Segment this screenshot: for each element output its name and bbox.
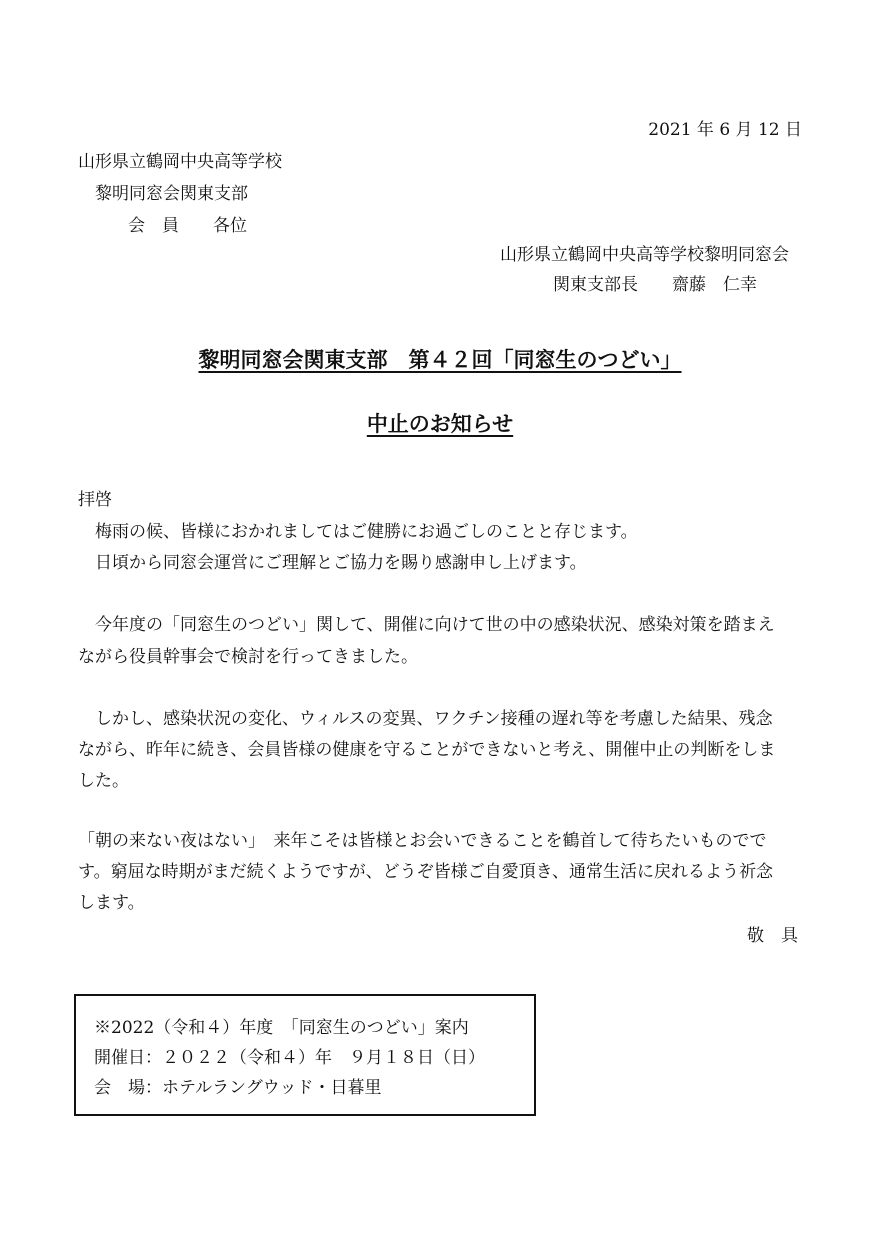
- sender-organization: 山形県立鶴岡中央高等学校黎明同窓会: [500, 245, 789, 265]
- paragraph3-line-2: す。窮屈な時期がまだ続くようですが、どうぞ皆様ご自愛頂き、通常生活に戻れるよう祈念: [78, 862, 773, 882]
- closing-salutation: 敬 具: [747, 926, 798, 946]
- paragraph2-line-1: しかし、感染状況の変化、ウィルスの変異、ワクチン接種の遅れ等を考慮した結果、残念: [95, 709, 773, 729]
- recipient-members: 会 員 各位: [128, 216, 247, 236]
- paragraph1-line-2: ながら役員幹事会で検討を行ってきました。: [78, 647, 418, 667]
- document-date: 2021 年 6 月 12 日: [648, 120, 802, 140]
- paragraph1-line-1: 今年度の「同窓生のつどい」関して、開催に向けて世の中の感染状況、感染対策を踏まえ: [95, 615, 775, 635]
- recipient-school: 山形県立鶴岡中央高等学校: [78, 152, 282, 172]
- notice-date: 開催日：２０２２（令和４）年 ９月１８日（日）: [94, 1048, 485, 1068]
- paragraph2-line-2: ながら、昨年に続き、会員皆様の健康を守ることができないと考え、開催中止の判断をしま: [78, 740, 776, 760]
- paragraph3-line-3: します。: [78, 893, 145, 913]
- sender-signatory: 関東支部長 齋藤 仁幸: [553, 275, 757, 295]
- paragraph3-line-1: 「朝の来ない夜はない」 来年こそは皆様とお会いできることを鶴首して待ちたいものでで: [78, 831, 767, 851]
- title-line-2: 中止のお知らせ: [366, 411, 514, 436]
- event-notice-box: [74, 994, 536, 1116]
- notice-venue: 会 場：ホテルラングウッド・日暮里: [94, 1078, 382, 1098]
- greeting-line-1: 梅雨の候、皆様におかれましてはご健勝にお過ごしのことと存じます。: [95, 522, 638, 542]
- paragraph2-line-3: した。: [78, 771, 129, 791]
- notice-heading: ※2022（令和４）年度 「同窓生のつどい」案内: [94, 1018, 469, 1038]
- greeting-line-2: 日頃から同窓会運営にご理解とご協力を賜り感謝申し上げます。: [95, 553, 587, 573]
- title-line-1: 黎明同窓会関東支部 第４２回「同窓生のつどい」: [198, 347, 682, 372]
- opening-salutation: 拝啓: [78, 490, 112, 510]
- recipient-branch: 黎明同窓会関東支部: [95, 184, 248, 204]
